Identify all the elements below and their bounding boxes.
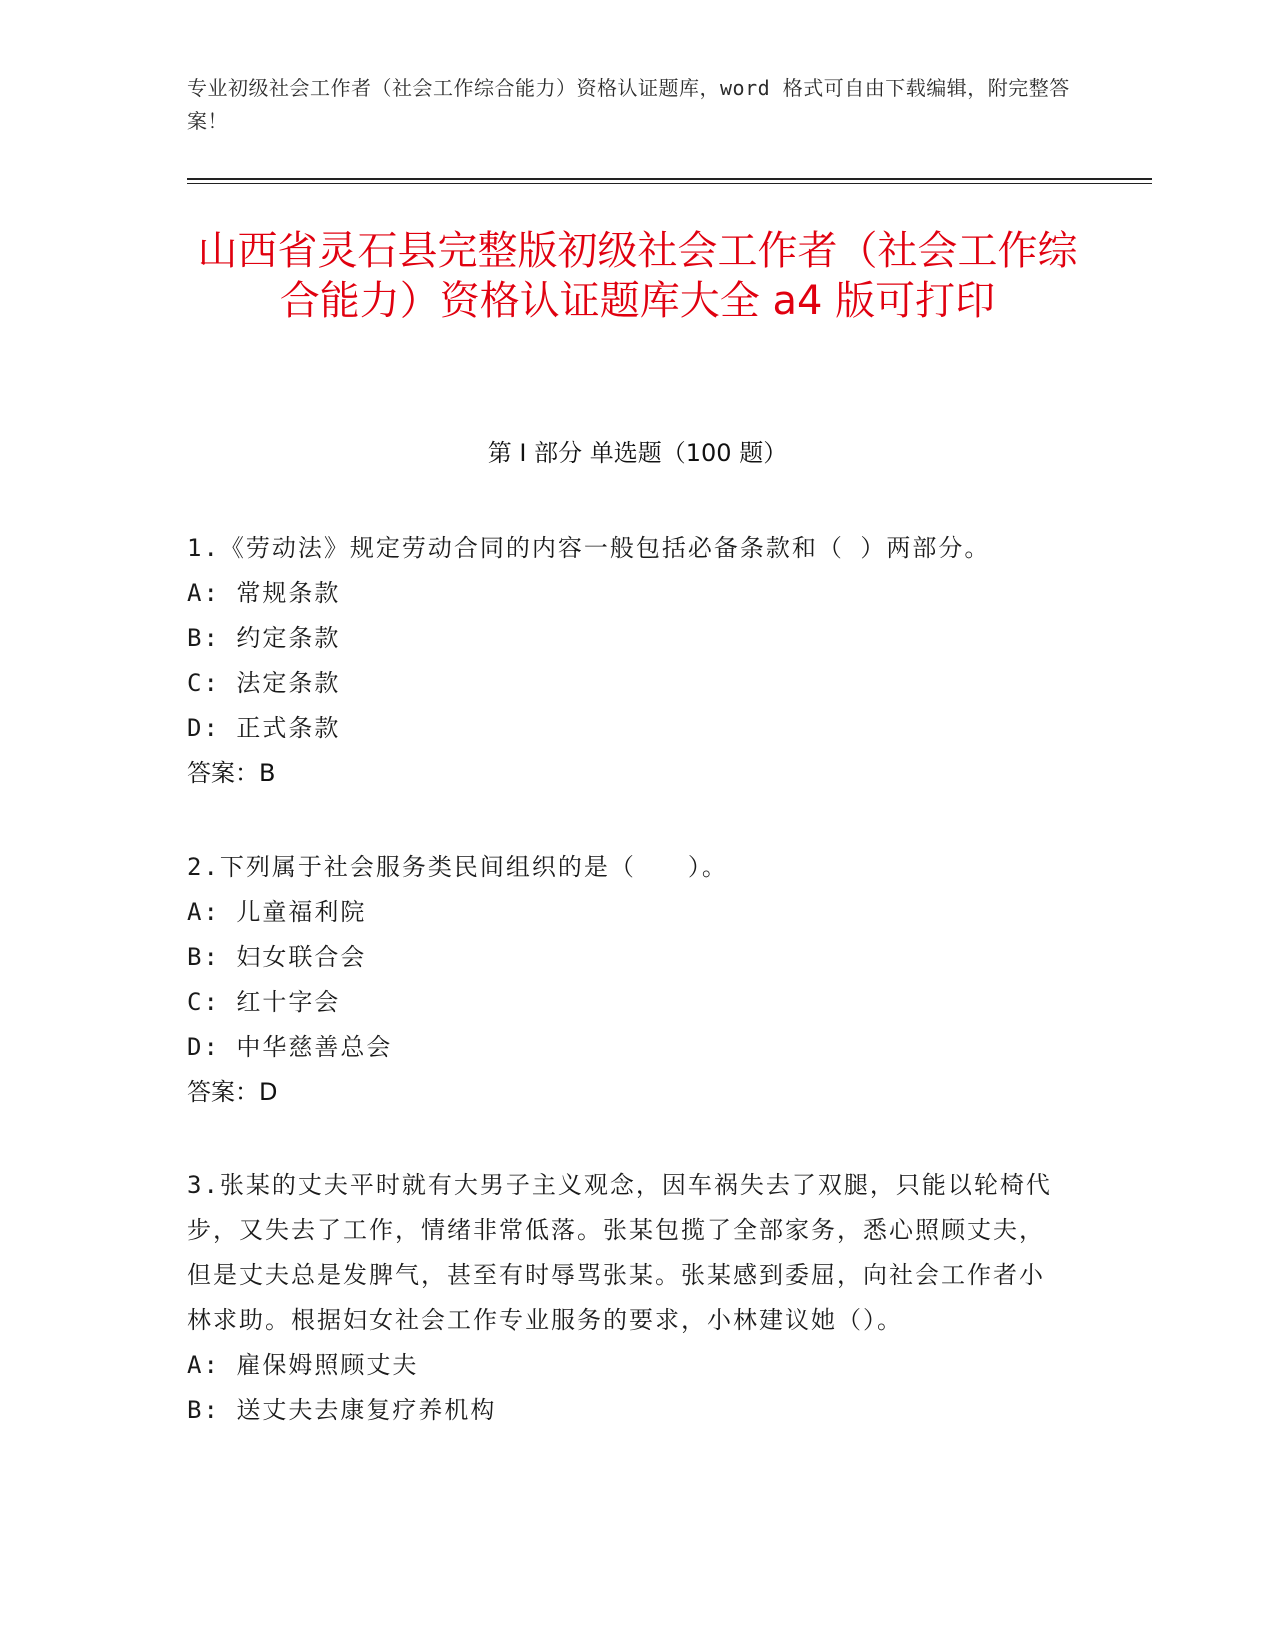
option-a: A: 常规条款: [187, 579, 341, 607]
option-b: B: 送丈夫去康复疗养机构: [187, 1396, 497, 1424]
section-title: 第 I 部分 单选题（100 题）: [487, 439, 788, 467]
question-2: [187, 845, 1067, 1115]
header-note: 专业初级社会工作者（社会工作综合能力）资格认证题库，word 格式可自由下载编辑，附完整答案！: [187, 76, 1070, 133]
question-1: [187, 526, 1067, 796]
document-title: 山西省灵石县完整版初级社会工作者（社会工作综合能力）资格认证题库大全 a4 版可打印: [197, 228, 1078, 324]
question-stem: 3.张某的丈夫平时就有大男子主义观念，因车祸失去了双腿，只能以轮椅代步，又失去了工作，情绪非常低落。张某包揽了全部家务，悉心照顾丈夫，但是丈夫总是发脾气，甚至有时辱骂张某。张某感到委屈，向社会工作者小林求助。根据妇女社会工作专业服务的要求，小林建议她（）。: [187, 1171, 1052, 1334]
option-d: D: 中华慈善总会: [187, 1033, 393, 1061]
option-a: A: 雇保姆照顾丈夫: [187, 1351, 419, 1379]
question-3: [187, 1163, 1067, 1433]
option-b: B: 妇女联合会: [187, 943, 367, 971]
answer: 答案：B: [187, 759, 276, 787]
option-a: A: 儿童福利院: [187, 898, 367, 926]
header-rule-thick: [187, 178, 1152, 180]
option-c: C: 红十字会: [187, 988, 341, 1016]
question-stem: 1.《劳动法》规定劳动合同的内容一般包括必备条款和（ ）两部分。: [187, 534, 991, 562]
question-stem: 2.下列属于社会服务类民间组织的是（ ）。: [187, 853, 728, 881]
option-d: D: 正式条款: [187, 714, 341, 742]
header-rule-thin: [187, 183, 1152, 184]
option-c: C: 法定条款: [187, 669, 341, 697]
answer: 答案：D: [187, 1078, 278, 1106]
option-b: B: 约定条款: [187, 624, 341, 652]
